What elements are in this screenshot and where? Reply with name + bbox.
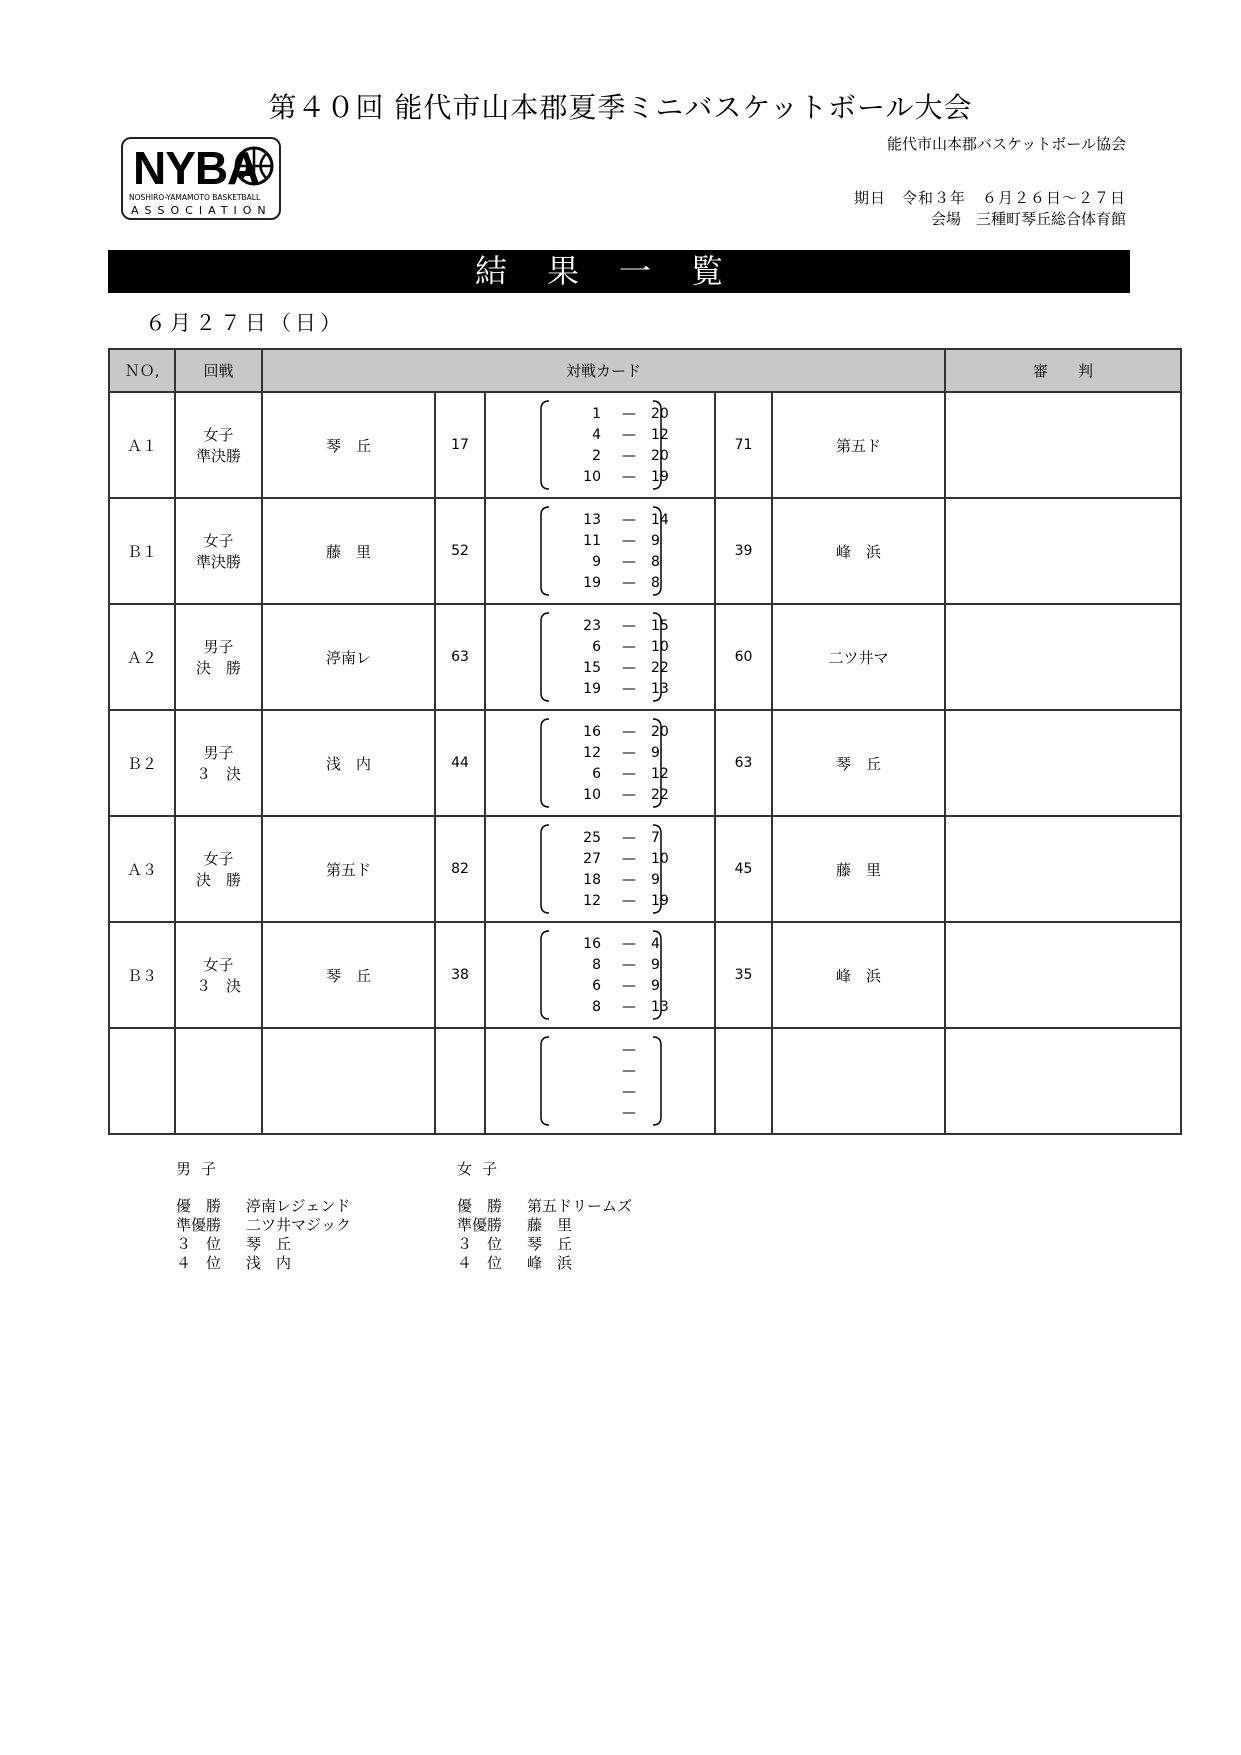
team-b: 二ツ井マ [772, 604, 945, 710]
quarter-dash: — [622, 660, 636, 676]
quarter-score-b: 22 [651, 787, 669, 803]
match-round [175, 1028, 262, 1134]
total-score-a: 17 [435, 392, 485, 498]
quarter-dash: — [622, 999, 636, 1015]
standing-team: 第五ドリームズ [527, 1197, 633, 1215]
quarter-score [486, 573, 714, 594]
quarter-score-a: 16 [583, 724, 601, 740]
match-no: Ａ３ [109, 816, 175, 922]
quarter-score [486, 467, 714, 488]
table-row [109, 922, 1181, 1028]
quarter-score-b: 9 [651, 745, 660, 761]
table-row [109, 710, 1181, 816]
team-b: 藤 里 [772, 816, 945, 922]
round-division: 女子 [203, 426, 234, 444]
referee-cell [945, 710, 1181, 816]
total-score-a: 38 [435, 922, 485, 1028]
round-stage: ３ 決 [195, 765, 241, 783]
nyba-logo [121, 137, 281, 220]
quarter-score-a: 18 [583, 872, 601, 888]
day-label: ６月２７日（日） [145, 311, 345, 335]
quarter-scores [485, 922, 715, 1028]
quarter-score [486, 510, 714, 531]
standing-rank: 優 勝 [457, 1197, 503, 1215]
quarter-dash: — [622, 448, 636, 464]
quarter-score [486, 552, 714, 573]
quarter-dash: — [622, 1105, 636, 1121]
quarter-dash: — [622, 724, 636, 740]
total-score-a: 82 [435, 816, 485, 922]
quarter-dash: — [622, 978, 636, 994]
quarter-dash: — [622, 766, 636, 782]
match-round [175, 604, 262, 710]
quarter-score-b: 9 [651, 872, 660, 888]
total-score-b: 39 [715, 498, 772, 604]
standing-rank: ４ 位 [457, 1254, 503, 1272]
team-b [772, 1028, 945, 1134]
results-banner: 結果一覧 [108, 250, 1130, 293]
quarter-score-b: 22 [651, 660, 669, 676]
girls-heading: 女子 [457, 1160, 508, 1178]
standing-item [176, 1254, 351, 1273]
quarter-score [486, 425, 714, 446]
quarter-score [486, 616, 714, 637]
quarter-score-b: 14 [651, 512, 669, 528]
quarter-score-b: 20 [651, 724, 669, 740]
standing-team: 二ツ井マジック [246, 1216, 352, 1234]
standing-rank: ４ 位 [176, 1254, 222, 1272]
quarter-dash: — [622, 639, 636, 655]
quarter-dash: — [622, 830, 636, 846]
standing-team: 峰 浜 [527, 1254, 573, 1272]
page-title: 第４０回 能代市山本郡夏季ミニバスケットボール大会 [268, 91, 973, 124]
header-match: 対戦カード [262, 349, 945, 392]
quarter-score-b: 19 [651, 469, 669, 485]
quarter-score [486, 891, 714, 912]
standing-team: 浅 内 [246, 1254, 292, 1272]
quarter-score-b: 9 [651, 957, 660, 973]
referee-cell [945, 816, 1181, 922]
standing-item [176, 1235, 351, 1254]
header-round: 回戦 [175, 349, 262, 392]
standing-team: 琴 丘 [246, 1235, 292, 1253]
quarter-score [486, 849, 714, 870]
quarter-dash: — [622, 469, 636, 485]
quarter-score-a: 1 [592, 406, 601, 422]
quarter-scores [485, 710, 715, 816]
logo-subtext: NOSHIRO-YAMAMOTO BASKETBALL [129, 193, 261, 202]
team-a: 琴 丘 [262, 392, 435, 498]
total-score-b [715, 1028, 772, 1134]
total-score-b: 60 [715, 604, 772, 710]
quarter-dash: — [622, 851, 636, 867]
quarter-scores [485, 604, 715, 710]
team-b: 峰 浜 [772, 922, 945, 1028]
round-stage: 決 勝 [195, 871, 241, 889]
quarter-dash: — [622, 1063, 636, 1079]
quarter-score-a: 8 [592, 999, 601, 1015]
standing-team: 渟南レジェンド [246, 1197, 351, 1215]
total-score-b: 35 [715, 922, 772, 1028]
quarter-score-b: 4 [651, 936, 660, 952]
referee-cell [945, 604, 1181, 710]
quarter-score-a: 25 [583, 830, 601, 846]
quarter-dash: — [622, 618, 636, 634]
quarter-score [486, 764, 714, 785]
quarter-score [486, 446, 714, 467]
quarter-dash: — [622, 406, 636, 422]
quarter-dash: — [622, 936, 636, 952]
quarter-score-a: 6 [592, 766, 601, 782]
total-score-b: 45 [715, 816, 772, 922]
round-division: 女子 [203, 956, 234, 974]
quarter-score-a: 27 [583, 851, 601, 867]
quarter-dash: — [622, 427, 636, 443]
match-round [175, 392, 262, 498]
total-score-a: 52 [435, 498, 485, 604]
quarter-score-b: 13 [651, 999, 669, 1015]
team-b: 琴 丘 [772, 710, 945, 816]
quarter-dash: — [622, 893, 636, 909]
quarter-dash: — [622, 575, 636, 591]
quarter-score-b: 8 [651, 554, 660, 570]
boys-results [176, 1160, 351, 1273]
quarter-score-b: 20 [651, 448, 669, 464]
standing-team: 藤 里 [527, 1216, 573, 1234]
event-date: 期日 令和３年 ６月２６日～２７日 [853, 189, 1126, 207]
event-venue: 会場 三種町琴丘総合体育館 [930, 210, 1126, 228]
standing-rank: 準優勝 [457, 1216, 503, 1234]
quarter-score-a: 15 [583, 660, 601, 676]
team-a: 藤 里 [262, 498, 435, 604]
table-row [109, 1028, 1181, 1134]
total-score-a [435, 1028, 485, 1134]
standing-item [457, 1254, 632, 1273]
quarter-score [486, 934, 714, 955]
standing-item [457, 1216, 632, 1235]
quarter-dash: — [622, 957, 636, 973]
quarter-dash: — [622, 1042, 636, 1058]
match-no [109, 1028, 175, 1134]
quarter-score-a: 12 [583, 893, 601, 909]
quarter-score-a: 9 [592, 554, 601, 570]
team-b: 第五ド [772, 392, 945, 498]
team-a [262, 1028, 435, 1134]
quarter-scores [485, 816, 715, 922]
round-stage: 準決勝 [195, 447, 241, 465]
standing-rank: ３ 位 [176, 1235, 222, 1253]
quarter-dash: — [622, 533, 636, 549]
quarter-score-b: 10 [651, 851, 669, 867]
match-no: Ａ１ [109, 392, 175, 498]
standing-item [176, 1216, 351, 1235]
quarter-score-b: 13 [651, 681, 669, 697]
team-b: 峰 浜 [772, 498, 945, 604]
quarter-score [486, 637, 714, 658]
referee-cell [945, 392, 1181, 498]
quarter-score-a: 19 [583, 681, 601, 697]
quarter-score [486, 658, 714, 679]
standing-team: 琴 丘 [527, 1235, 573, 1253]
quarter-score-b: 12 [651, 766, 669, 782]
quarter-score [486, 743, 714, 764]
quarter-score-b: 15 [651, 618, 669, 634]
quarter-score-a: 16 [583, 936, 601, 952]
quarter-score [486, 870, 714, 891]
quarter-score-a: 10 [583, 469, 601, 485]
quarter-score-b: 12 [651, 427, 669, 443]
match-round [175, 498, 262, 604]
standing-rank: 優 勝 [176, 1197, 222, 1215]
match-no: Ｂ１ [109, 498, 175, 604]
quarter-score [486, 679, 714, 700]
team-a: 琴 丘 [262, 922, 435, 1028]
referee-cell [945, 1028, 1181, 1134]
round-stage: ３ 決 [195, 977, 241, 995]
match-round [175, 710, 262, 816]
quarter-score [486, 404, 714, 425]
quarter-score-b: 10 [651, 639, 669, 655]
basketball-icon [233, 145, 275, 187]
standing-item [457, 1235, 632, 1254]
table-row [109, 816, 1181, 922]
round-division: 女子 [203, 532, 234, 550]
quarter-score-a: 2 [592, 448, 601, 464]
quarter-score [486, 1103, 714, 1124]
standing-rank: 準優勝 [176, 1216, 222, 1234]
organizer: 能代市山本郡バスケットボール協会 [887, 135, 1126, 153]
match-no: Ｂ２ [109, 710, 175, 816]
team-a: 浅 内 [262, 710, 435, 816]
quarter-score-b: 20 [651, 406, 669, 422]
quarter-scores [485, 498, 715, 604]
standing-item [457, 1197, 632, 1216]
logo-text: NYBA [133, 142, 260, 194]
quarter-score [486, 828, 714, 849]
quarter-score [486, 1061, 714, 1082]
table-row [109, 604, 1181, 710]
quarter-score-b: 7 [651, 830, 660, 846]
match-round [175, 816, 262, 922]
table-header-row [109, 349, 1181, 392]
quarter-score-a: 8 [592, 957, 601, 973]
quarter-score-a: 23 [583, 618, 601, 634]
referee-cell [945, 922, 1181, 1028]
table-row [109, 392, 1181, 498]
logo-subtext-association: ASSOCIATION [131, 204, 272, 217]
match-no: Ｂ３ [109, 922, 175, 1028]
quarter-score-b: 19 [651, 893, 669, 909]
quarter-score [486, 785, 714, 806]
round-division: 男子 [203, 744, 234, 762]
match-round [175, 922, 262, 1028]
table-row [109, 498, 1181, 604]
quarter-score [486, 531, 714, 552]
quarter-score-a: 11 [583, 533, 601, 549]
quarter-score-a: 13 [583, 512, 601, 528]
quarter-dash: — [622, 787, 636, 803]
total-score-a: 63 [435, 604, 485, 710]
total-score-a: 44 [435, 710, 485, 816]
round-stage: 準決勝 [195, 553, 241, 571]
total-score-b: 63 [715, 710, 772, 816]
quarter-dash: — [622, 872, 636, 888]
quarter-score-b: 9 [651, 978, 660, 994]
boys-heading: 男子 [176, 1160, 227, 1178]
quarter-dash: — [622, 1084, 636, 1100]
quarter-score-a: 6 [592, 978, 601, 994]
results-table [108, 348, 1182, 1135]
quarter-scores [485, 392, 715, 498]
quarter-score [486, 997, 714, 1018]
quarter-score-a: 6 [592, 639, 601, 655]
quarter-score-b: 8 [651, 575, 660, 591]
quarter-score-a: 10 [583, 787, 601, 803]
quarter-score [486, 955, 714, 976]
quarter-score-b: 9 [651, 533, 660, 549]
standing-item [176, 1197, 351, 1216]
standing-rank: ３ 位 [457, 1235, 503, 1253]
quarter-dash: — [622, 512, 636, 528]
round-division: 女子 [203, 850, 234, 868]
team-a: 第五ド [262, 816, 435, 922]
quarter-score-a: 4 [592, 427, 601, 443]
match-no: Ａ２ [109, 604, 175, 710]
quarter-dash: — [622, 554, 636, 570]
referee-cell [945, 498, 1181, 604]
quarter-score-a: 19 [583, 575, 601, 591]
quarter-scores [485, 1028, 715, 1134]
quarter-dash: — [622, 745, 636, 761]
team-a: 渟南レ [262, 604, 435, 710]
round-division: 男子 [203, 638, 234, 656]
total-score-b: 71 [715, 392, 772, 498]
quarter-dash: — [622, 681, 636, 697]
quarter-score-a: 12 [583, 745, 601, 761]
header-no: ＮＯ, [109, 349, 175, 392]
quarter-score [486, 1082, 714, 1103]
header-referee: 審 判 [945, 349, 1181, 392]
girls-results [457, 1160, 632, 1273]
quarter-score [486, 722, 714, 743]
quarter-score [486, 976, 714, 997]
quarter-score [486, 1040, 714, 1061]
round-stage: 決 勝 [195, 659, 241, 677]
